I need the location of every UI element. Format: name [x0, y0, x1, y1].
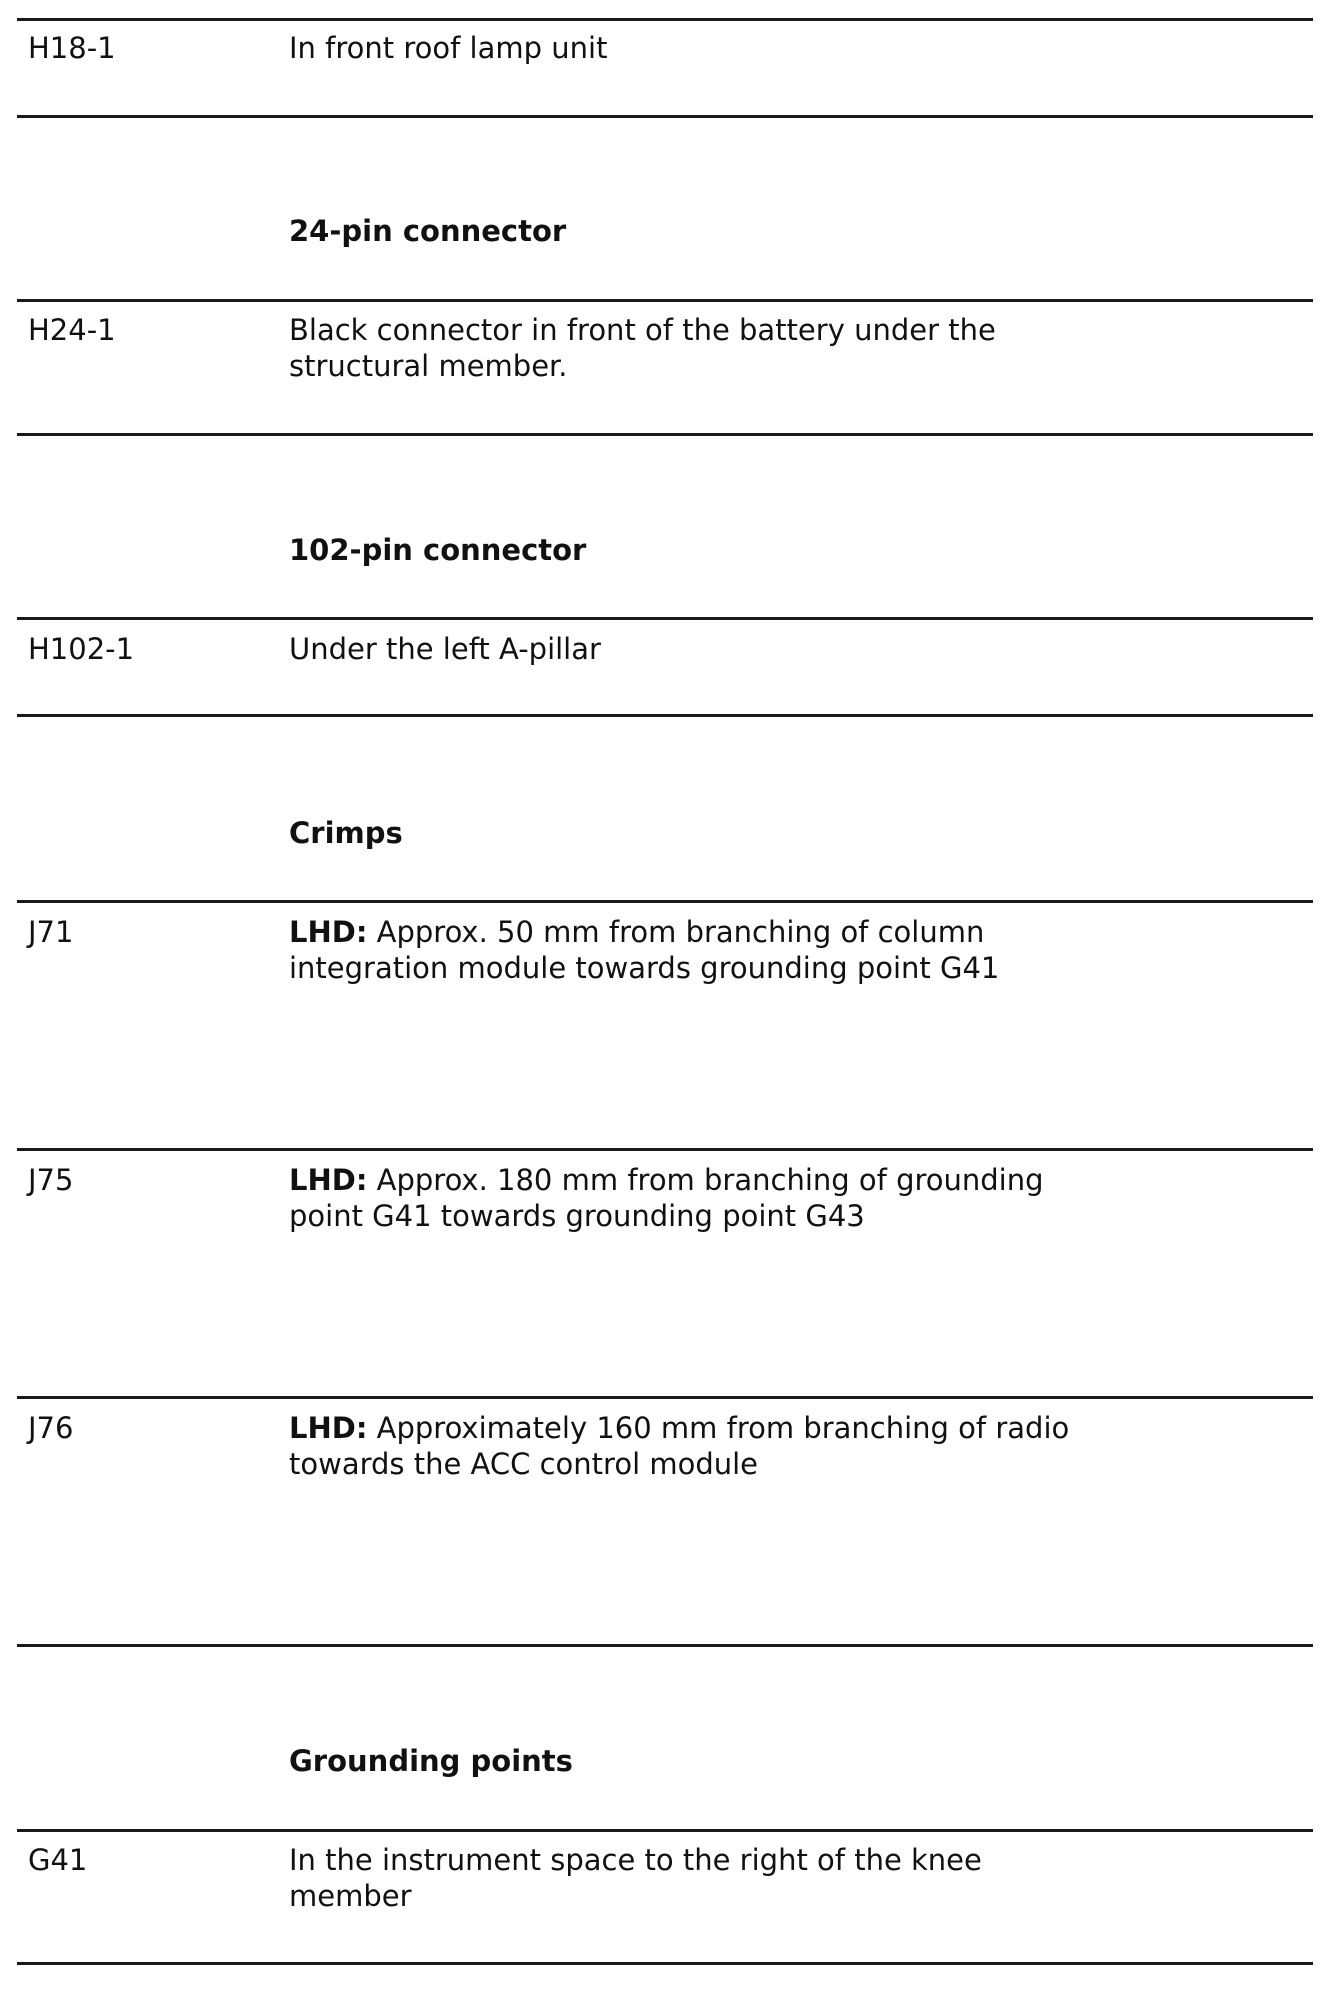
- table-rule: [17, 1644, 1313, 1647]
- component-code: J71: [28, 915, 74, 949]
- lhd-prefix: LHD:: [289, 915, 368, 949]
- location-text: Approx. 50 mm from branching of column integration module towards grounding point G41: [289, 915, 1000, 985]
- component-code: H24-1: [28, 313, 116, 347]
- component-code: G41: [28, 1843, 88, 1877]
- table-rule: [17, 617, 1313, 620]
- component-location: Black connector in front of the battery under the structural member.: [289, 313, 996, 383]
- section-heading: 24-pin connector: [289, 214, 567, 248]
- table-rule: [17, 1829, 1313, 1832]
- component-location: [289, 1410, 1149, 1482]
- component-code: J75: [28, 1163, 74, 1197]
- lhd-prefix: LHD:: [289, 1411, 368, 1445]
- location-text: Approx. 180 mm from branching of grounding point G41 towards grounding point G43: [289, 1163, 1044, 1233]
- table-rule: [17, 900, 1313, 903]
- component-location: Under the left A-pillar: [289, 632, 601, 666]
- table-rule: [17, 1148, 1313, 1151]
- table-rule: [17, 115, 1313, 118]
- table-rule: [17, 18, 1313, 21]
- component-code: J76: [28, 1411, 74, 1445]
- component-location: In the instrument space to the right of the knee member: [289, 1843, 982, 1913]
- component-location: In front roof lamp unit: [289, 31, 608, 65]
- table-rule: [17, 433, 1313, 436]
- table-rule: [17, 1396, 1313, 1399]
- component-code: H18-1: [28, 31, 116, 65]
- table-rule: [17, 1962, 1313, 1965]
- section-heading: Crimps: [289, 816, 403, 850]
- component-code: H102-1: [28, 632, 135, 666]
- table-rule: [17, 714, 1313, 717]
- section-heading: Grounding points: [289, 1744, 573, 1778]
- component-location: [289, 1162, 1149, 1234]
- location-text: Approximately 160 mm from branching of radio towards the ACC control module: [289, 1411, 1070, 1481]
- component-location: [289, 914, 1149, 986]
- table-rule: [17, 299, 1313, 302]
- lhd-prefix: LHD:: [289, 1163, 368, 1197]
- section-heading: 102-pin connector: [289, 533, 587, 567]
